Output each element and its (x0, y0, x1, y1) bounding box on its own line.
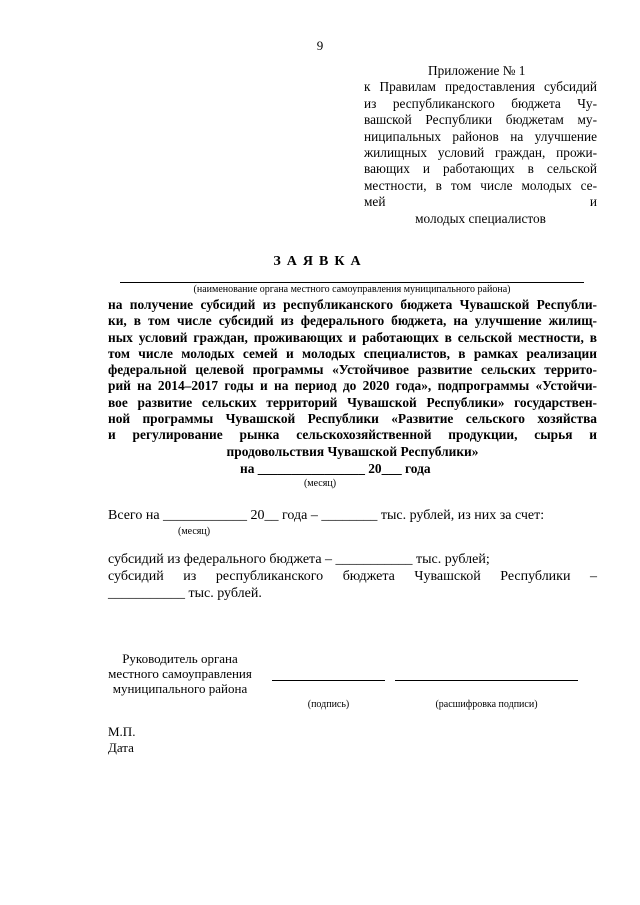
appendix-line: ниципальных районов на улучшение (364, 128, 597, 144)
head-title-line: муниципального района (112, 681, 248, 696)
purpose-line: ки, в том числе субсидий из федерального бюджета, на улучшение жилищ- (108, 313, 597, 329)
federal-subsidy-row: субсидий из федерального бюджета – ___________ тыс. рублей; (108, 552, 490, 567)
purpose-last-line: продовольствия Чувашской Республики» (226, 443, 479, 459)
total-month-caption: (месяц) (178, 526, 211, 537)
appendix-last-line: молодых специалистов (415, 210, 546, 226)
signature-decoding-line (395, 680, 578, 681)
appendix-line: к Правилам предоставления субсидий (364, 79, 597, 95)
appendix-line: вашской Республики бюджетам му- (364, 112, 597, 128)
appendix-line: из республиканского бюджета Чу- (364, 95, 597, 111)
head-title-line: местного самоуправления (108, 666, 252, 681)
signature-caption: (подпись) (307, 699, 350, 710)
appendix-line: вающих и работающих в сельской (364, 161, 597, 177)
purpose-line: ной программы Чувашской Республики «Развитие сельского хозяйства (108, 411, 597, 427)
org-name-caption: (наименование органа местного самоуправления муниципального района) (193, 284, 511, 295)
purpose-block (108, 297, 597, 460)
purpose-line: вое развитие сельских территорий Чувашской Республики» государствен- (108, 394, 597, 410)
appendix-line: жилищных условий граждан, прожи- (364, 145, 597, 161)
total-row: Всего на ____________ 20__ года – ________ тыс. рублей, из них за счет: (108, 508, 545, 523)
month-caption: (месяц) (303, 478, 337, 489)
appendix-title: Приложение № 1 (428, 63, 526, 78)
purpose-line: рий на 2014–2017 годы и на период до 2020 года», подпрограммы «Устойчи- (108, 378, 597, 394)
appendix-block (364, 63, 597, 227)
signature-line (272, 680, 385, 681)
head-title-line: Руководитель органа (122, 651, 238, 666)
purpose-line: на получение субсидий из республиканского бюджета Чувашской Республи- (108, 297, 597, 312)
republic-subsidy-amount: ___________ тыс. рублей. (108, 586, 262, 601)
purpose-line: федеральной целевой программы «Устойчивое развитие сельских террито- (108, 362, 597, 378)
head-title-block (100, 651, 260, 696)
stamp-label: М.П. (108, 724, 136, 739)
stamp-date-block (108, 724, 135, 756)
purpose-line: том числе молодых семей и молодых специалистов, в рамках реализации (108, 345, 597, 361)
document-heading: ЗАЯВКА (273, 254, 367, 269)
page-number: 9 (316, 38, 324, 53)
republic-subsidy-row: субсидий из республиканского бюджета Чувашской Республики – (108, 569, 597, 584)
signature-decoding-caption: (расшифровка подписи) (435, 699, 538, 710)
appendix-line: мей и (364, 194, 597, 210)
org-name-line (120, 282, 584, 283)
date-label: Дата (108, 740, 134, 755)
purpose-line: ных условий граждан, проживающих и работающих в сельской местности, в (108, 329, 597, 345)
purpose-line: и регулирование рынка сельскохозяйственной продукции, сырья и (108, 427, 597, 443)
appendix-line: местности, в том числе молодых се- (364, 177, 597, 193)
month-row: на ________________ 20___ года (240, 461, 431, 476)
